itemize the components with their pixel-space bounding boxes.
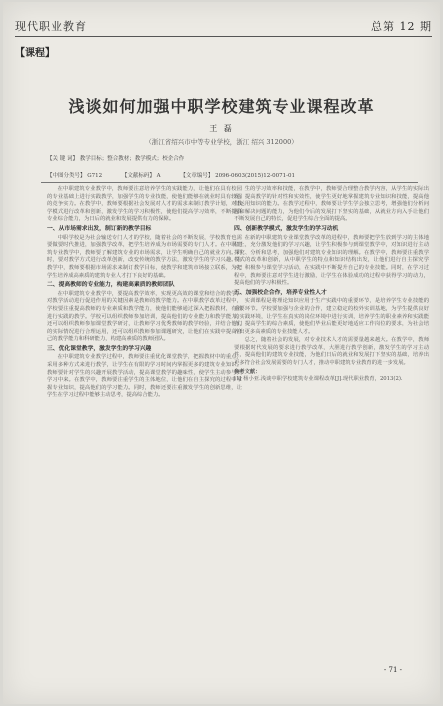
keywords: 【关 键 词】 教学目标；整合教材；教学模式；校企合作 <box>47 156 185 162</box>
column-tag: 【课程】 <box>15 48 55 59</box>
section-heading: 一、从市场需求出发，制订新的教学目标 <box>47 225 152 232</box>
section-heading: 四、创新教学模式，激发学生的学习动机 <box>234 225 339 232</box>
left-column <box>47 186 242 401</box>
author: 王 磊 <box>209 124 234 133</box>
meta-rule <box>41 182 418 183</box>
document-code: 【文献标码】 A <box>121 173 161 179</box>
paragraph: 在新的中职建筑专业课堂教学改革的进程中，教师要把学生放到学习的主体地位上，充分激发他们的学习兴趣，让学生积极参与到课堂教学中，对知识进行主动探究、分析和思考，加强他们对建筑专业知识的理解。在教学中，教师要注重教学模式的改革和创新，从中职学生的特点和知识结构出发，让他们进行自主探究学习，积极参与课堂学习活动，在实践中不断提升自己的专业技能。同时，在学习过程中，教师要注意对学生进行激励，让学生在体验成功的过程中获得学习的动力，提高他们的学习积极性。 <box>234 234 429 287</box>
section-heading: 五、加强校企合作，培养专业性人才 <box>234 289 327 296</box>
running-header <box>15 16 432 38</box>
section-heading: 三、优化课堂教学，激发学生的学习兴趣 <box>47 345 152 352</box>
article-number: 【文章编号】 2096-0603(2015)12-0071-01 <box>180 173 295 179</box>
section-heading: 二、提高教师的专业能力，构建高素质的教师团队 <box>47 282 175 289</box>
paragraph: 中职学校是为社会输送专门人才的学校，随着社会的不断发展，学校教育也需要做要时代推进，加强教学改革，把学生培养成为市场需要的专门人才。在中职建筑专业教学中，教师要了解建筑专业的市场需求，让学生明确自己的就业方向。同时，要对教学方式进行改革创新，改变传统的教学方法，激发学生的学习兴趣。在教学中，教师要根据市场需求来制订教学目标，使教学和建筑市场接立联系，为把学生培养成高素质的建筑专业人才打下良好的基础。 <box>47 234 242 279</box>
page-number: - 71 - <box>383 666 402 674</box>
paragraph: 在中职建筑专业教学中，要提高教学效率，实现更高效的课堂和结合的教学，对教学活动进行促进作用的关键因素是教师的教学能力。在中职教学改革过程中，学校要注重提高教师的专业素质和教学能力，使他们能够通过深入把握教材，有效进行实践的教学。学校可以组织教师参加培训，提高他们的专业能力和教学能力，还可以组织教师参加课堂教学研讨，让教师学习优秀教师的教学经验，并结合他们的实际情况进行合理运用，还可以组织教师参加课题研究，让他们在实践中提高自己的教学能力和科研能力，构建高素质的教师团队。 <box>47 290 242 343</box>
article-title: 浅谈如何加强中职学校建筑专业课程改革 <box>68 97 375 116</box>
affiliation: （浙江省绍兴市中等专业学校，浙江 绍兴 312000） <box>145 138 298 146</box>
paragraph: 实训课程是将理论知识应用于生产实践中的重要环节，是培养学生专业技能的重要环节。学校要加强与企业的合作，建立稳定的校外实训基地，为学生提供良好的实践环境，让学生在真实的岗位环境中进行实训，培养学生的职业素养和实践能力，提高学生的综合素质，使他们毕业后能更好地适应工作岗位的要求，为社会培养出更多高素质的专业技能人才。 <box>234 298 429 335</box>
issue-number: 总第 12 期 <box>371 20 432 33</box>
right-column <box>234 186 429 384</box>
reference-item: [1] 杨小亚.浅谈中职学校建筑专业课程改革[J].现代职业教育，2013(2). <box>234 376 403 383</box>
paragraph: 在中职建筑专业教学中，教师要注意培养学生的实践能力，让他们在具有校园的专业基础上进行实践教学，加强学生的专业技能，使他们能够在就业时具有较强的竞争实力。在教学中，教师要根据社会发展对人才的需求来制订教学计划，对教学模式进行改革和创新，激发学生的学习积极性，使他们提高学习效率，不断提高专业综合能力，为日后的就业和发展提供有力的保障。 <box>47 186 242 223</box>
header-rule <box>15 36 432 37</box>
paragraph: 在中职建筑专业教学过程中，教师要注重优化课堂教学，把握教材中的重点，采用多种方式来进行教学，让学生在有限的学习时间内掌握更多的建筑专业知识。教师要针对学生的兴趣开展教学活动，提高课堂教学的趣味性，使学生主动参与到学习中来。在教学中，教师要注重学生的主体地位，让他们在自主探究的过程中掌握专业知识，提高他们的学习能力。同时，教师还要注重激发学生的创新思维，让学生在学习过程中能够主动思考，提高综合能力。 <box>47 354 242 399</box>
journal-page <box>3 2 440 704</box>
references-heading: 参考文献： <box>234 368 261 375</box>
paragraph: 生的学习效率和技能，在教学中，教师要合理整合教学内容，从学生的实际出发，提高教学的针对性和实效性，使学生更好地掌握建筑专业知识和技能，提高他们运用知识的能力。在教学过程中，教师要让学生学会独立思考，增强他们分析问题和解决问题的能力，为他们今后的发展打下坚实的基础，从就业方向入手让他们不断发展自己的特长，促进学生综合全面的提高。 <box>234 186 429 223</box>
classification-row <box>47 171 418 179</box>
paragraph: 总之，随着社会的发展，对专业技术人才的需要量越来越大。在教学中，教师要根据时代发展的要求进行教学改革，大胆进行教学创新，激发学生的学习主动性，提高他们的建筑专业技能，为他们日后的就业和发展打下坚实的基础，培养出更多符合社会发展需要的专门人才，推动中职建筑专业教育的进一步发展。 <box>234 337 429 367</box>
journal-name: 现代职业教育 <box>15 20 87 33</box>
clc-number: 【中图分类号】 G712 <box>47 173 103 179</box>
